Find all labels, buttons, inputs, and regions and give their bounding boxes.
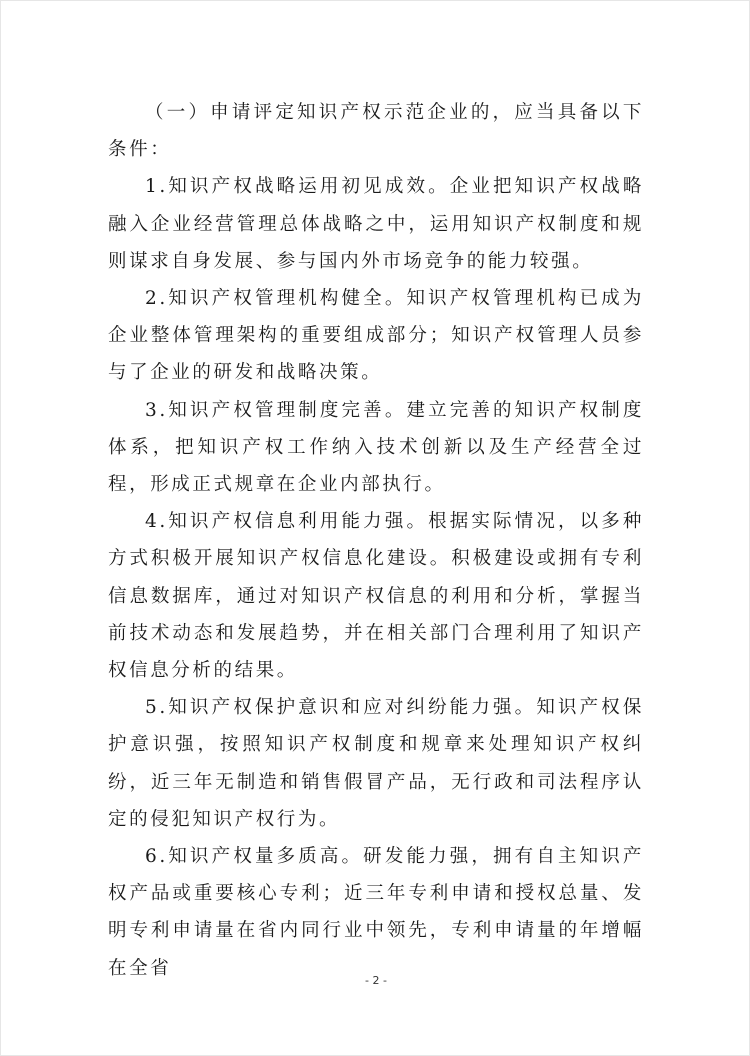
condition-paragraph-5: 5.知识产权保护意识和应对纠纷能力强。知识产权保护意识强，按照知识产权制度和规章来处理知识产权纠纷，近三年无制造和销售假冒产品，无行政和司法程序认定的侵犯知识产权行为。 [108, 697, 644, 830]
document-body [108, 94, 644, 987]
condition-paragraph-4: 4.知识产权信息利用能力强。根据实际情况，以多种方式积极开展知识产权信息化建设。积极建设或拥有专利信息数据库，通过对知识产权信息的利用和分析，掌握当前技术动态和发展趋势，并在相关部门合理利用了知识产权信息分析的结果。 [108, 511, 644, 682]
page-number: - 2 - [365, 974, 387, 987]
condition-paragraph-6: 6.知识产权量多质高。研发能力强，拥有自主知识产权产品或重要核心专利；近三年专利申请和授权总量、发明专利申请量在省内同行业中领先，专利申请量的年增幅在全省 [108, 846, 644, 979]
section-heading: （一）申请评定知识产权示范企业的，应当具备以下条件： [108, 102, 644, 161]
condition-paragraph-2: 2.知识产权管理机构健全。知识产权管理机构已成为企业整体管理架构的重要组成部分；知识产权管理人员参与了企业的研发和战略决策。 [108, 288, 644, 384]
condition-paragraph-3: 3.知识产权管理制度完善。建立完善的知识产权制度体系，把知识产权工作纳入技术创新以及生产经营全过程，形成正式规章在企业内部执行。 [108, 399, 644, 496]
condition-paragraph-1: 1.知识产权战略运用初见成效。企业把知识产权战略融入企业经营管理总体战略之中，运用知识产权制度和规则谋求自身发展、参与国内外市场竞争的能力较强。 [108, 176, 644, 272]
